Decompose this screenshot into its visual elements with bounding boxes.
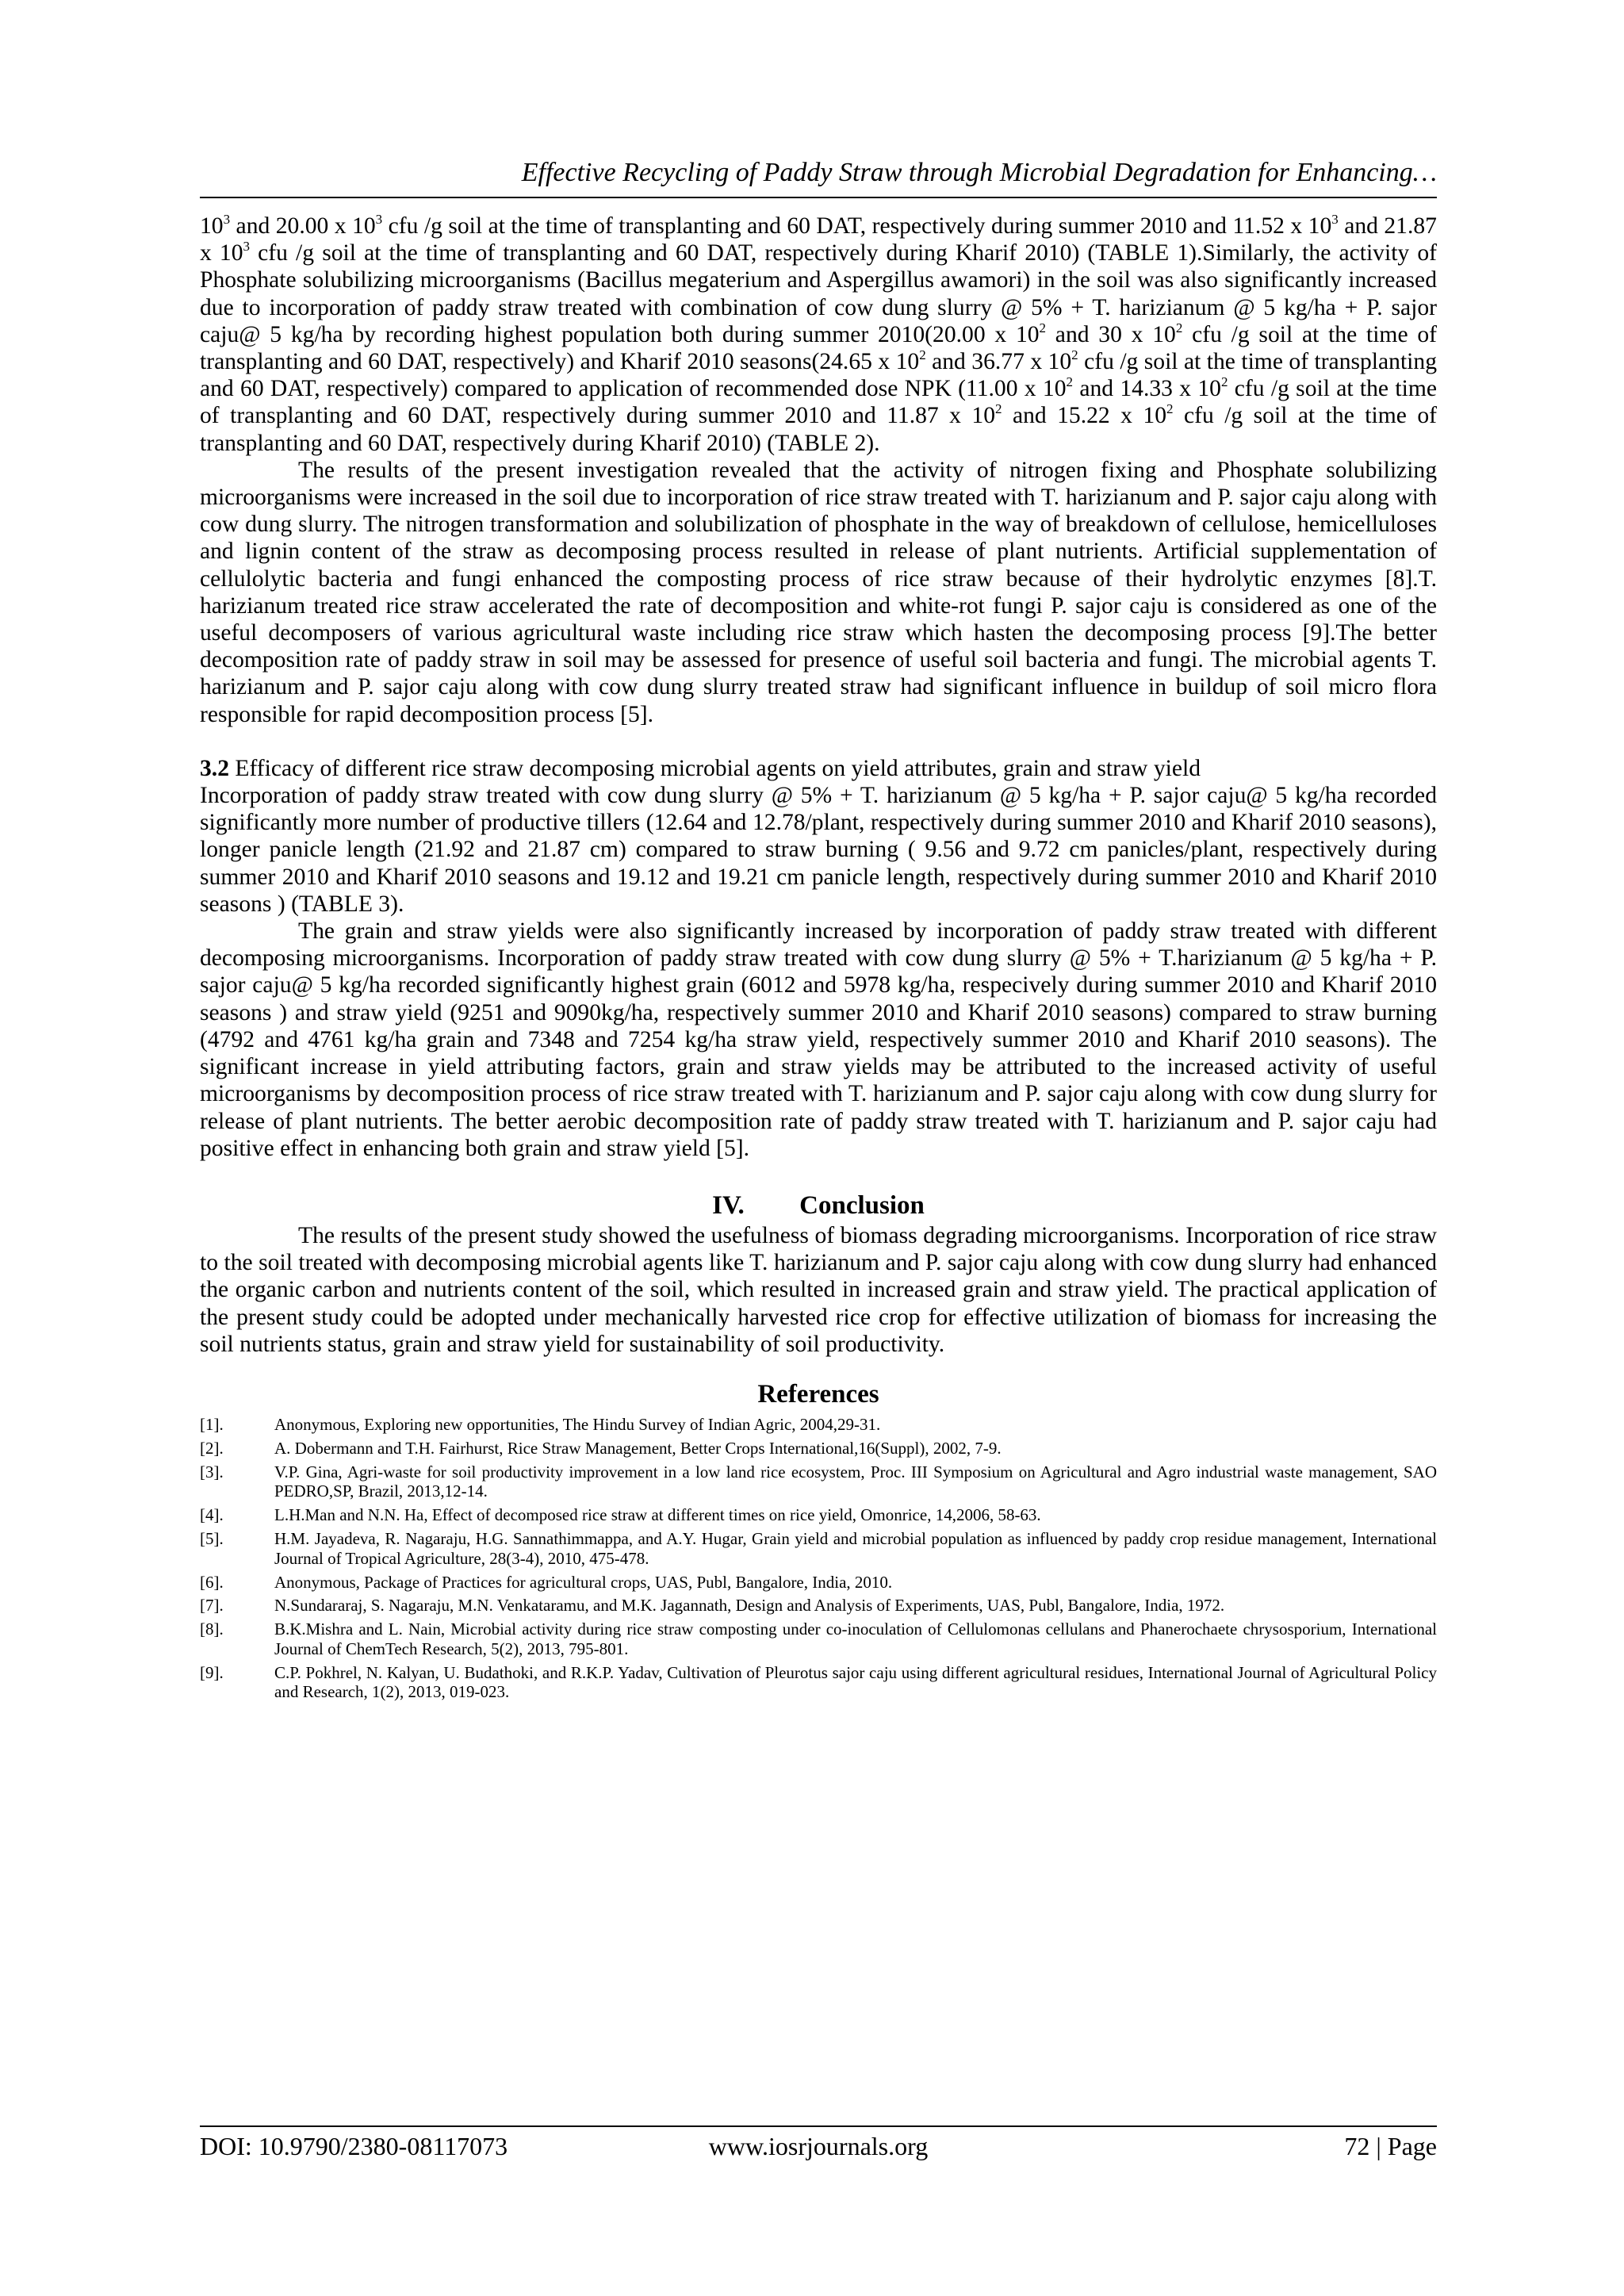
paragraph-conclusion: The results of the present study showed the usefulness of biomass degrading microorganisms. Incorporation of rice straw to the soil treated with decomposing microbial agents like T. harizianum and P. sajor caju along with cow dung slurry had enhanced the organic carbon and nutrients content of the soil, which resulted in increased grain and straw yield. The practical application of the present study could be adopted under mechanically harvested rice crop for effective utilization of biomass for increasing the soil nutrients status, grain and straw yield for sustainability of soil productivity. <box>200 1222 1437 1357</box>
reference-item: [2]. A. Dobermann and T.H. Fairhurst, Rice Straw Management, Better Crops International,16(Suppl), 2002, 7-9. <box>200 1438 1002 1458</box>
article-body <box>200 213 1437 1706</box>
paragraph-yield-attributes: Incorporation of paddy straw treated with cow dung slurry @ 5% + T. harizianum @ 5 kg/ha + P. sajor caju@ 5 kg/ha recorded significantly more number of productive tillers (12.64 and 12.78/plant, respectively during summer 2010 and Kharif 2010 seasons), longer panicle length (21.92 and 21.87 cm) compared to straw burning ( 9.56 and 9.72 cm panicles/plant, respectively during summer 2010 and Kharif 2010 seasons and 19.12 and 19.21 cm panicle length, respectively during summer 2010 and Kharif 2010 seasons ) (TABLE 3). <box>200 783 1437 917</box>
reference-item: [4]. L.H.Man and N.N. Ha, Effect of decomposed rice straw at different times on rice yield, Omonrice, 14,2006, 58-63. <box>200 1505 1041 1525</box>
section-numeral: IV. <box>712 1190 745 1220</box>
paragraph-microbial-population: $10^3$ and 20.00 x $10^3$ cfu /g soil at the time of transplanting and 60 DAT, respectively during summer 2010 and 11.52 x $10^3$ and 21.87 x $10^3$ cfu /g soil at the time of transplanting and 60 DAT, respectively during Kharif 2010) (TABLE 1).Similarly, the activity of Phosphate solubilizing microorganisms (Bacillus megaterium and Aspergillus awamori) in the soil was also significantly increased due to incorporation of paddy straw treated with combination of cow dung slurry @ 5% + T. harizianum @ 5 kg/ha + P. sajor caju@ 5 kg/ha by recording highest population both during summer 2010(20.00 x $10^2$ and 30 x $10^2$ cfu /g soil at the time of transplanting and 60 DAT, respectively) and Kharif 2010 seasons(24.65 x $10^2$ and 36.77 x $10^2$ cfu /g soil at the time of transplanting and 60 DAT, respectively) compared to application of recommended dose NPK (11.00 x $10^2$ and 14.33 x $10^2$ cfu /g soil at the time of transplanting and 60 DAT, respectively during summer 2010 and 11.87 x $10^2$ and 15.22 x $10^2$ cfu /g soil at the time of transplanting and 60 DAT, respectively during Kharif 2010) (TABLE 2). <box>200 212 1437 456</box>
footer-website-link[interactable]: www.iosrjournals.org <box>708 2132 929 2160</box>
footer-page-number: 72 | Page <box>1344 2132 1437 2160</box>
page-footer <box>200 2130 1437 2162</box>
reference-item: [7]. N.Sundararaj, S. Nagaraju, M.N. Venkataramu, and M.K. Jagannath, Design and Analysis of Experiments, UAS, Publ, Bangalore, India, 1972. <box>200 1596 1225 1616</box>
section-3-2-heading <box>200 755 1437 782</box>
reference-item: [9]. C.P. Pokhrel, N. Kalyan, U. Budathoki, and R.K.P. Yadav, Cultivation of Pleurotus sajor caju using different agricultural residues, International Journal of Agricultural Policy and Research, 1(2), 2013, 019-023. <box>200 1662 1437 1702</box>
conclusion-heading <box>200 1190 1437 1221</box>
reference-item: [8]. B.K.Mishra and L. Nain, Microbial activity during rice straw composting under co-inoculation of Cellulomonas cellulans and Phanerochaete chrysosporium, International Journal of ChemTech Research, 5(2), 2013, 795-801. <box>200 1619 1437 1658</box>
reference-item: [6]. Anonymous, Package of Practices for agricultural crops, UAS, Publ, Bangalore, India, 2010. <box>200 1572 893 1592</box>
running-header: Effective Recycling of Paddy Straw through Microbial Degradation for Enhancing… <box>521 158 1437 187</box>
footer-rule <box>200 2125 1437 2127</box>
references-heading: References <box>757 1379 879 1409</box>
reference-item: [5]. H.M. Jayadeva, R. Nagaraju, H.G. Sannathimmappa, and A.Y. Hugar, Grain yield and microbial population as influenced by paddy crop residue management, International Journal of Tropical Agriculture, 28(3-4), 2010, 475-478. <box>200 1528 1437 1568</box>
footer-doi: DOI: 10.9790/2380-08117073 <box>200 2132 508 2160</box>
references-list <box>200 1415 1437 1702</box>
section-title: Efficacy of different rice straw decomposing microbial agents on yield attributes, grain and straw yield <box>229 755 1201 781</box>
header-rule <box>200 197 1437 198</box>
reference-item: [3]. V.P. Gina, Agri-waste for soil productivity improvement in a low land rice ecosystem, Proc. III Symposium on Agricultural and Agro industrial waste management, SAO PEDRO,SP, Brazil, 2013,12-14. <box>200 1462 1437 1501</box>
conclusion-title: Conclusion <box>799 1190 925 1220</box>
section-number: 3.2 <box>200 755 229 781</box>
paragraph-grain-straw-yield: The grain and straw yields were also significantly increased by incorporation of paddy straw treated with different decomposing microorganisms. Incorporation of paddy straw treated with cow dung slurry @ 5% + T.harizianum @ 5 kg/ha + P. sajor caju@ 5 kg/ha recorded significantly highest grain (6012 and 5978 kg/ha, respecively during summer 2010 and Kharif 2010 seasons ) and straw yield (9251 and 9090kg/ha, respectively summer 2010 and Kharif 2010 seasons) compared to straw burning (4792 and 4761 kg/ha grain and 7348 and 7254 kg/ha straw yield, respectively summer 2010 and Kharif 2010 seasons). The significant increase in yield attributing factors, grain and straw yields may be attributed to the increased activity of useful microorganisms by decomposition process of rice straw treated with T. harizianum and P. sajor caju along with cow dung slurry for release of plant nutrients. The better aerobic decomposition rate of paddy straw treated with T. harizianum and P. sajor caju had positive effect in enhancing both grain and straw yield [5]. <box>200 918 1437 1161</box>
reference-item: [1]. Anonymous, Exploring new opportunities, The Hindu Survey of Indian Agric, 2004,29-31. <box>200 1414 881 1434</box>
paragraph-gap <box>200 728 1437 755</box>
paragraph-investigation-results: The results of the present investigation revealed that the activity of nitrogen fixing and Phosphate solubilizing microorganisms were increased in the soil due to incorporation of rice straw treated with T. harizianum and P. sajor caju along with cow dung slurry. The nitrogen transformation and solubilization of phosphate in the way of breakdown of cellulose, hemicelluloses and lignin content of the straw as decomposing process resulted in release of plant nutrients. Artificial supplementation of cellulolytic bacteria and fungi enhanced the composting process of rice straw because of their hydrolytic enzymes [8].T. harizianum treated rice straw accelerated the rate of decomposition and white-rot fungi P. sajor caju is considered as one of the useful decomposers of various agricultural waste including rice straw which hasten the decomposing process [9].The better decomposition rate of paddy straw in soil may be assessed for presence of useful soil bacteria and fungi. The microbial agents T. harizianum and P. sajor caju along with cow dung slurry treated straw had significant influence in buildup of soil micro flora responsible for rapid decomposition process [5]. <box>200 457 1437 727</box>
